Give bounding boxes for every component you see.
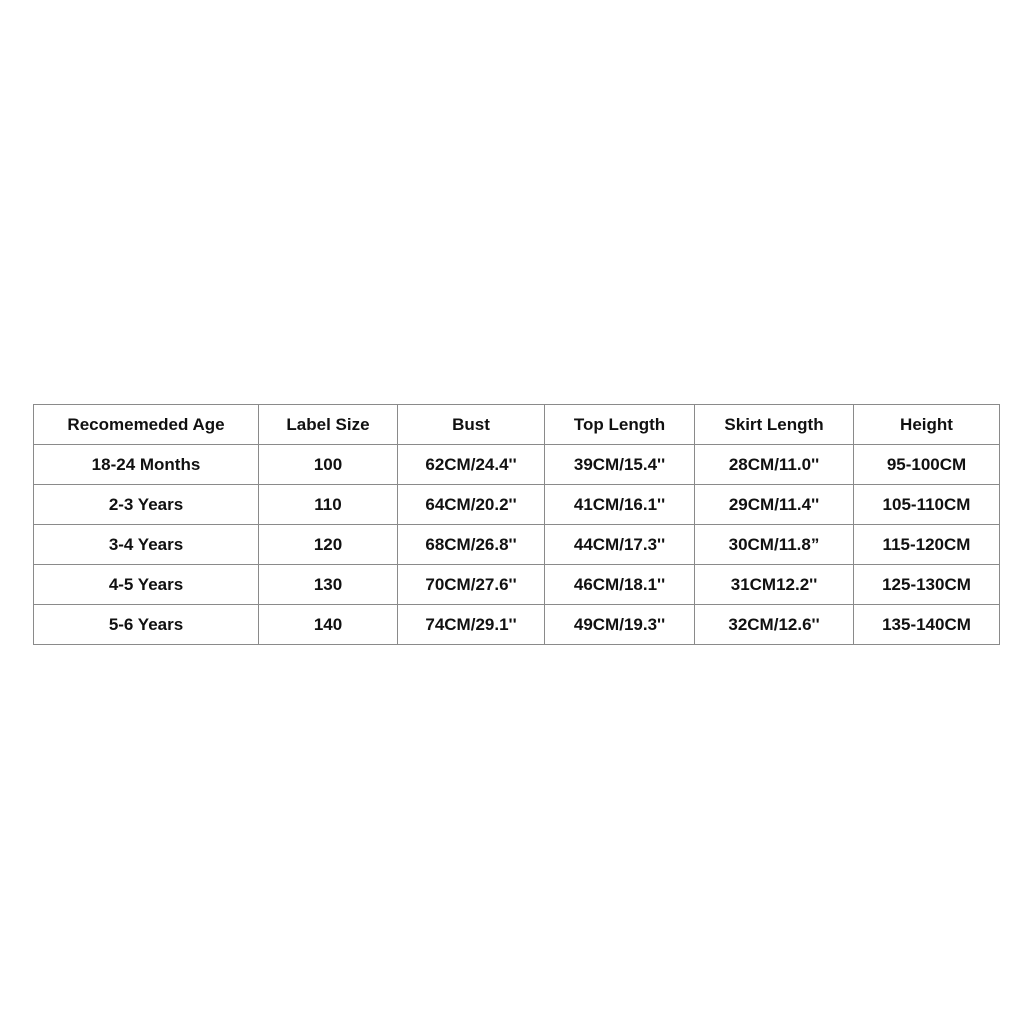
- cell-bust: 62CM/24.4'': [398, 445, 545, 485]
- table-body: [34, 445, 1000, 645]
- table-row: [34, 525, 1000, 565]
- header-height: Height: [854, 405, 1000, 445]
- cell-skirt-length: 29CM/11.4'': [695, 485, 854, 525]
- cell-label-size: 120: [259, 525, 398, 565]
- table-row: [34, 445, 1000, 485]
- header-recommended-age: Recomemeded Age: [34, 405, 259, 445]
- cell-top-length: 41CM/16.1'': [545, 485, 695, 525]
- cell-label-size: 130: [259, 565, 398, 605]
- table-row: [34, 565, 1000, 605]
- cell-bust: 68CM/26.8'': [398, 525, 545, 565]
- cell-age: 18-24 Months: [34, 445, 259, 485]
- cell-bust: 64CM/20.2'': [398, 485, 545, 525]
- header-row: [34, 405, 1000, 445]
- cell-label-size: 110: [259, 485, 398, 525]
- header-label-size: Label Size: [259, 405, 398, 445]
- cell-skirt-length: 30CM/11.8”: [695, 525, 854, 565]
- table-row: [34, 485, 1000, 525]
- header-top-length: Top Length: [545, 405, 695, 445]
- cell-skirt-length: 28CM/11.0'': [695, 445, 854, 485]
- cell-age: 4-5 Years: [34, 565, 259, 605]
- cell-top-length: 44CM/17.3'': [545, 525, 695, 565]
- cell-top-length: 46CM/18.1'': [545, 565, 695, 605]
- header-bust: Bust: [398, 405, 545, 445]
- cell-height: 115-120CM: [854, 525, 1000, 565]
- cell-top-length: 39CM/15.4'': [545, 445, 695, 485]
- table-row: [34, 605, 1000, 645]
- size-chart-table: [33, 404, 1000, 645]
- cell-bust: 74CM/29.1'': [398, 605, 545, 645]
- cell-height: 95-100CM: [854, 445, 1000, 485]
- cell-height: 105-110CM: [854, 485, 1000, 525]
- cell-skirt-length: 31CM12.2'': [695, 565, 854, 605]
- cell-skirt-length: 32CM/12.6'': [695, 605, 854, 645]
- cell-age: 3-4 Years: [34, 525, 259, 565]
- cell-age: 5-6 Years: [34, 605, 259, 645]
- cell-height: 135-140CM: [854, 605, 1000, 645]
- cell-label-size: 140: [259, 605, 398, 645]
- cell-bust: 70CM/27.6'': [398, 565, 545, 605]
- cell-height: 125-130CM: [854, 565, 1000, 605]
- cell-age: 2-3 Years: [34, 485, 259, 525]
- header-skirt-length: Skirt Length: [695, 405, 854, 445]
- table-header: [34, 405, 1000, 445]
- cell-label-size: 100: [259, 445, 398, 485]
- cell-top-length: 49CM/19.3'': [545, 605, 695, 645]
